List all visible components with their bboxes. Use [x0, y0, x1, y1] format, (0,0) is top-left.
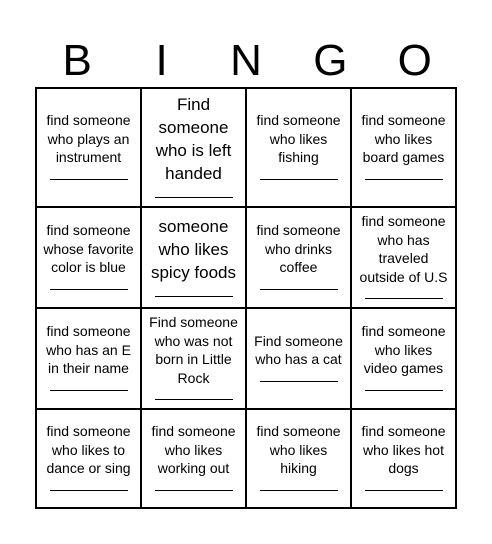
- bingo-cell-text: find someone who has an E in their name: [46, 323, 131, 377]
- signature-line: [365, 171, 443, 180]
- bingo-cell-text: find someone who likes video games: [361, 323, 446, 377]
- signature-line: [155, 189, 233, 198]
- bingo-cell-text: someone who likes spicy foods: [150, 216, 237, 282]
- bingo-cell[interactable]: [36, 308, 141, 409]
- bingo-cell[interactable]: [246, 88, 351, 207]
- header-letter-g: G: [313, 36, 348, 85]
- bingo-cell-text: find someone who likes hiking: [256, 423, 341, 477]
- signature-line: [260, 171, 338, 180]
- bingo-cell[interactable]: [351, 409, 456, 508]
- bingo-cell-text: find someone who likes board games: [361, 112, 446, 166]
- header-letter-b: B: [62, 36, 92, 85]
- signature-line: [365, 290, 443, 299]
- signature-line: [260, 482, 338, 491]
- bingo-cell-text: find someone who likes fishing: [256, 112, 341, 166]
- bingo-cell[interactable]: [141, 308, 246, 409]
- signature-line: [50, 482, 128, 491]
- header-letter-o: O: [397, 36, 432, 85]
- bingo-cell[interactable]: [246, 308, 351, 409]
- bingo-cell-text: find someone who likes working out: [151, 423, 236, 477]
- bingo-board: [35, 87, 457, 509]
- signature-line: [50, 281, 128, 290]
- bingo-cell-text: Find someone who was not born in Little Rock: [149, 314, 238, 386]
- header-letter-n: N: [230, 36, 262, 85]
- bingo-cell[interactable]: [351, 308, 456, 409]
- bingo-cell[interactable]: [36, 88, 141, 207]
- bingo-cell[interactable]: [351, 207, 456, 308]
- signature-line: [155, 391, 233, 400]
- signature-line: [155, 482, 233, 491]
- signature-line: [50, 382, 128, 391]
- bingo-cell-text: find someone who likes to dance or sing: [46, 423, 131, 477]
- bingo-cell-text: find someone who has traveled outside of U.S: [359, 213, 448, 285]
- signature-line: [260, 373, 338, 382]
- bingo-cell-text: find someone whose favorite color is blue: [43, 222, 134, 276]
- bingo-cell-text: find someone who likes hot dogs: [361, 423, 446, 477]
- bingo-cell-text: find someone who plays an instrument: [46, 112, 131, 166]
- signature-line: [365, 382, 443, 391]
- signature-line: [50, 171, 128, 180]
- signature-line: [155, 288, 233, 297]
- bingo-header: [35, 34, 457, 88]
- bingo-cell[interactable]: [141, 88, 246, 207]
- signature-line: [260, 281, 338, 290]
- bingo-cell[interactable]: [351, 88, 456, 207]
- bingo-cell[interactable]: [246, 207, 351, 308]
- bingo-cell-text: find someone who drinks coffee: [256, 222, 341, 276]
- bingo-cell[interactable]: [141, 409, 246, 508]
- bingo-cell[interactable]: [36, 207, 141, 308]
- bingo-cell[interactable]: [246, 409, 351, 508]
- signature-line: [365, 482, 443, 491]
- bingo-cell[interactable]: [36, 409, 141, 508]
- bingo-cell-text: Find someone who has a cat: [254, 332, 343, 367]
- bingo-cell[interactable]: [141, 207, 246, 308]
- header-letter-i: I: [155, 36, 168, 85]
- bingo-cell-text: Find someone who is left handed: [155, 95, 232, 183]
